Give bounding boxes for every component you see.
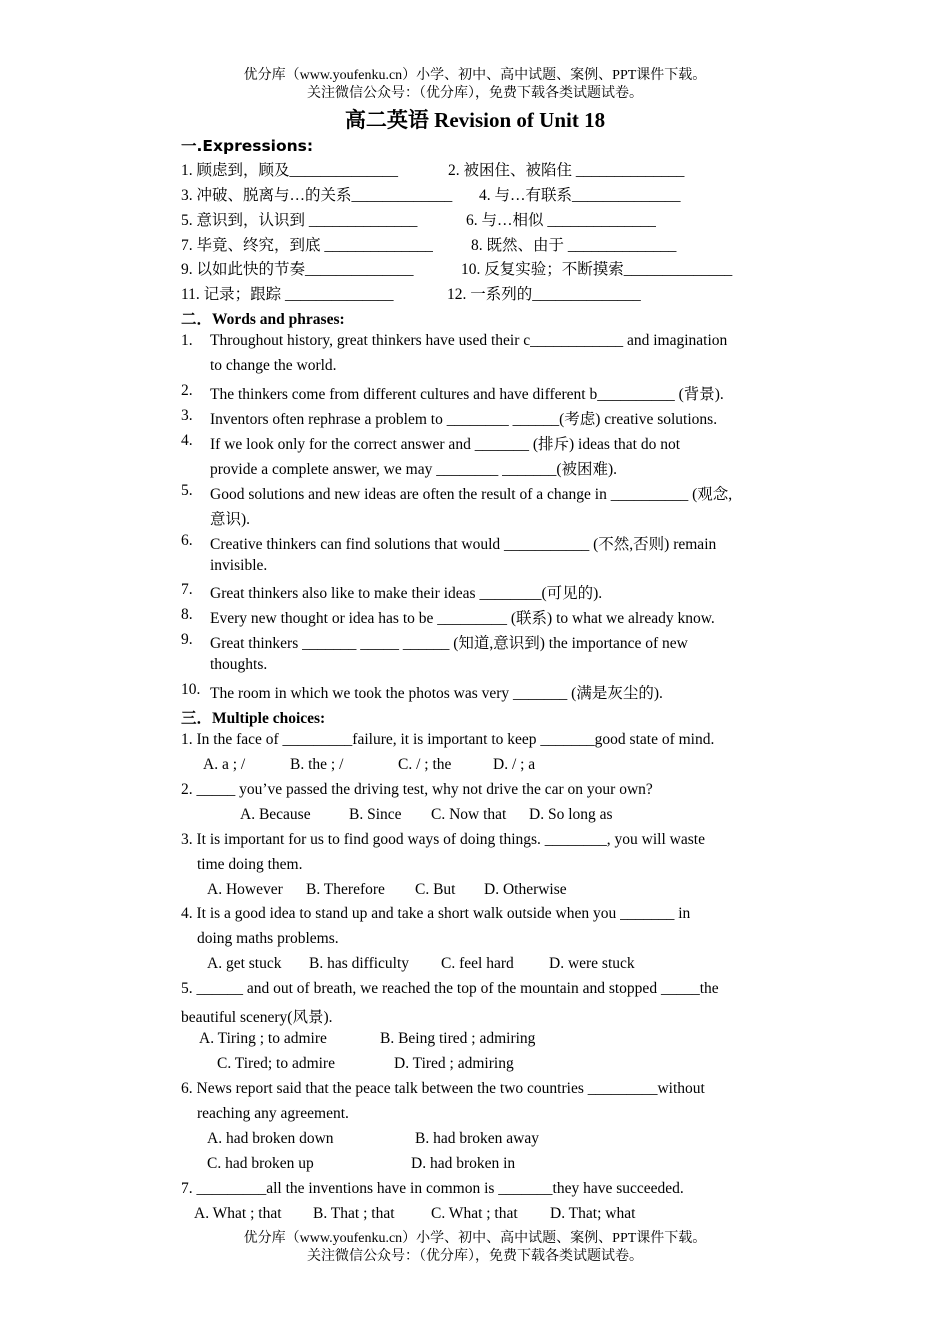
header-line-1: 优分库（www.youfenku.cn）小学、初中、高中试题、案例、PPT课件下载。 — [243, 68, 707, 83]
choice-option: C. feel hard — [441, 955, 514, 972]
choice-option: C. Tired; to admire — [217, 1055, 335, 1072]
choice-option: A. What ; that — [194, 1205, 282, 1222]
choice-option: D. had broken in — [411, 1155, 516, 1172]
choice-option: D. Tired ; admiring — [394, 1055, 514, 1072]
word-item-line: thoughts. — [210, 656, 268, 673]
section-multiple-choice-heading: 三．Multiple choices: — [181, 710, 326, 727]
word-item-line: invisible. — [210, 557, 268, 574]
expression-item: 1. 顾虑到，顾及______________ — [181, 162, 399, 179]
choice-option: D. were stuck — [549, 955, 635, 972]
header-line-2: 关注微信公众号：（优分库），免费下载各类试题试卷。 — [307, 86, 643, 101]
choice-option: A. get stuck — [207, 955, 282, 972]
section-expressions-heading: 一.Expressions: — [181, 137, 314, 155]
question-text: reaching any agreement. — [197, 1105, 349, 1122]
question-text: 3. It is important for us to find good ways of doing things. ________, you will waste — [181, 831, 705, 848]
word-item-line: Creative thinkers can find solutions that would ___________ (不然,否则) remain — [210, 536, 717, 553]
word-item-line: provide a complete answer, we may ________ _______(被困难). — [210, 461, 618, 478]
choice-option: B. Therefore — [306, 881, 385, 898]
word-item-line: Throughout history, great thinkers have used their c____________ and imagination — [210, 332, 728, 349]
choice-option: C. But — [415, 881, 456, 898]
question-text: 7. _________all the inventions have in common is _______they have succeeded. — [181, 1180, 684, 1197]
word-item-line: Inventors often rephrase a problem to ________ ______(考虑) creative solutions. — [210, 411, 718, 428]
word-item-number: 3. — [181, 407, 193, 424]
choice-option: B. had broken away — [415, 1130, 539, 1147]
expression-item: 10. 反复实验；不断摸索______________ — [461, 261, 733, 278]
section-words-heading: 二．Words and phrases: — [181, 311, 345, 328]
choice-option: A. had broken down — [207, 1130, 334, 1147]
choice-option: B. Since — [349, 806, 402, 823]
choice-option: A. Because — [240, 806, 311, 823]
expression-item: 6. 与…相似 ______________ — [466, 212, 656, 229]
word-item-line: Great thinkers _______ _____ ______ (知道,意识到) the importance of new — [210, 635, 688, 652]
choice-option: C. / ; the — [398, 756, 452, 773]
expression-item: 5. 意识到，认识到 ______________ — [181, 212, 418, 229]
word-item-number: 10. — [181, 681, 201, 698]
expression-item: 12. 一系列的______________ — [447, 286, 641, 303]
word-item-line: 意识). — [210, 511, 251, 528]
question-text: 5. ______ and out of breath, we reached the top of the mountain and stopped _____the — [181, 980, 719, 997]
choice-option: D. Otherwise — [484, 881, 567, 898]
page-title: 高二英语 Revision of Unit 18 — [344, 108, 606, 132]
question-text: 1. In the face of _________failure, it is important to keep _______good state of mind. — [181, 731, 715, 748]
footer-line-1: 优分库（www.youfenku.cn）小学、初中、高中试题、案例、PPT课件下载。 — [243, 1231, 707, 1246]
word-item-line: The room in which we took the photos was very _______ (满是灰尘的). — [210, 685, 663, 702]
choice-option: C. Now that — [431, 806, 507, 823]
choice-option: A. a ; / — [203, 756, 246, 773]
choice-option: B. the ; / — [290, 756, 344, 773]
choice-option: B. Being tired ; admiring — [380, 1030, 536, 1047]
expression-item: 4. 与…有联系______________ — [479, 187, 681, 204]
choice-option: B. That ; that — [313, 1205, 395, 1222]
expression-item: 7. 毕竟、终究，到底 ______________ — [181, 237, 433, 254]
word-item-number: 8. — [181, 606, 193, 623]
choice-option: D. That; what — [550, 1205, 636, 1222]
choice-option: C. What ; that — [431, 1205, 518, 1222]
expression-item: 3. 冲破、脱离与…的关系_____________ — [181, 187, 453, 204]
choice-option: C. had broken up — [207, 1155, 314, 1172]
word-item-number: 7. — [181, 581, 193, 598]
question-text: time doing them. — [197, 856, 303, 873]
question-text: 6. News report said that the peace talk between the two countries _________without — [181, 1080, 705, 1097]
word-item-number: 5. — [181, 482, 193, 499]
word-item-number: 4. — [181, 432, 193, 449]
word-item-number: 9. — [181, 631, 193, 648]
question-text: 2. _____ you’ve passed the driving test, why not drive the car on your own? — [181, 781, 653, 798]
word-item-line: If we look only for the correct answer and _______ (排斥) ideas that do not — [210, 436, 681, 453]
question-text: doing maths problems. — [197, 930, 339, 947]
word-item-number: 2. — [181, 382, 193, 399]
choice-option: D. / ; a — [493, 756, 536, 773]
footer-line-2: 关注微信公众号：（优分库），免费下载各类试题试卷。 — [307, 1249, 643, 1264]
expression-item: 11. 记录；跟踪 ______________ — [181, 286, 394, 303]
expression-item: 2. 被困住、被陷住 ______________ — [448, 162, 685, 179]
word-item-line: Every new thought or idea has to be _________ (联系) to what we already know. — [210, 610, 715, 627]
expression-item: 8. 既然、由于 ______________ — [471, 237, 677, 254]
word-item-number: 6. — [181, 532, 193, 549]
choice-option: A. Tiring ; to admire — [199, 1030, 327, 1047]
choice-option: A. However — [207, 881, 283, 898]
expression-item: 9. 以如此快的节奏______________ — [181, 261, 414, 278]
question-text: beautiful scenery(风景). — [181, 1009, 333, 1026]
word-item-line: Good solutions and new ideas are often the result of a change in __________ (观念, — [210, 486, 733, 503]
word-item-line: Great thinkers also like to make their ideas ________(可见的). — [210, 585, 603, 602]
question-text: 4. It is a good idea to stand up and take a short walk outside when you _______ in — [181, 905, 691, 922]
word-item-number: 1. — [181, 332, 193, 349]
choice-option: D. So long as — [529, 806, 613, 823]
choice-option: B. has difficulty — [309, 955, 410, 972]
word-item-line: to change the world. — [210, 357, 337, 374]
word-item-line: The thinkers come from different cultures and have different b__________ (背景). — [210, 386, 724, 403]
